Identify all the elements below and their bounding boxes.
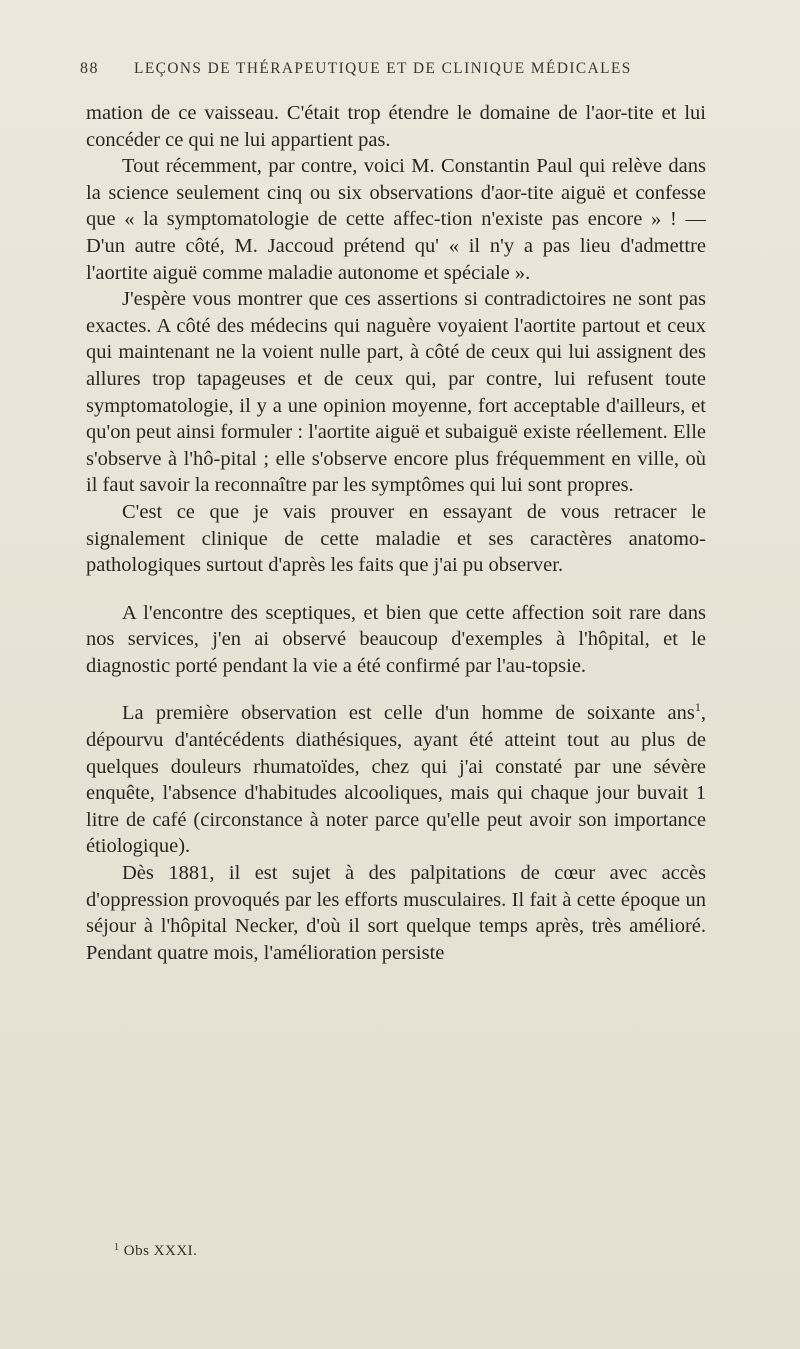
running-header: [80, 60, 700, 86]
paragraph-constantin-paul: Tout récemment, par contre, voici M. Constantin Paul qui relève dans la science seulement cinq ou six observations d'aor-tite aiguë et confesse que « la symptomatologie de cette affec-tion n'existe pas encore » ! — D'un autre côté, M. Jaccoud prétend qu' « il n'y a pas lieu d'admettre l'aortite aiguë comme maladie autonome et spéciale ».: [86, 155, 706, 284]
body-text: [86, 100, 706, 966]
paragraph-sceptiques: A l'encontre des sceptiques, et bien que cette affection soit rare dans nos services, j'en ai observé beaucoup d'exemples à l'hôpital, et le diagnostic porté pendant la vie a été confirmé par l'au-topsie.: [86, 601, 706, 677]
footnote-mark: 1: [114, 1242, 120, 1253]
running-title: LEÇONS DE THÉRAPEUTIQUE ET DE CLINIQUE MÉDICALES: [134, 60, 632, 77]
page-number: 88: [80, 60, 99, 77]
paragraph-assertions: J'espère vous montrer que ces assertions si contradictoires ne sont pas exactes. A côté des médecins qui naguère voyaient l'aortite partout et ceux qui maintenant ne la voient nulle part, à côté de ceux qui lui assignent des allures trop tapageuses et de ceux qui, par contre, lui refusent toute symptomatologie, il y a une opinion moyenne, fort acceptable d'ailleurs, et qu'on peut ainsi formuler : l'aortite aiguë et subaiguë existe réellement. Elle s'observe à l'hô-pital ; elle s'observe encore plus fréquemment en ville, où il faut savoir la reconnaître par les symptômes qui lui sont propres.: [86, 288, 706, 497]
observation-text-start: La première observation est celle d'un homme de soixante ans: [122, 702, 695, 725]
footnote-reference: 1: [694, 700, 701, 715]
paragraph-premiere-observation: [86, 700, 706, 860]
observation-text-end: , dépourvu d'antécédents diathésiques, ayant été atteint tout au plus de quelques douleurs rhumatoïdes, chez qui j'ai constaté par une sévère enquête, l'absence d'habitudes alcooliques, mais qui chaque jour buvait 1 litre de café (circonstance à noter parce qu'elle peut avoir son importance étiologique).: [86, 702, 706, 858]
paragraph-continuation: mation de ce vaisseau. C'était trop étendre le domaine de l'aor-tite et lui concéder ce qui ne lui appartient pas.: [86, 102, 706, 151]
paragraph-signalement: C'est ce que je vais prouver en essayant de vous retracer le signalement clinique de cette maladie et ses caractères anatomo-pathologiques surtout d'après les faits que j'ai pu observer.: [86, 500, 706, 577]
footnote-text: Obs XXXI.: [123, 1243, 198, 1259]
paragraph-1881: Dès 1881, il est sujet à des palpitations de cœur avec accès d'oppression provoqués par les efforts musculaires. Il fait à cette époque un séjour à l'hôpital Necker, d'où il sort quelque temps après, très amélioré. Pendant quatre mois, l'amélioration persiste: [86, 862, 706, 964]
footnote: [114, 1242, 197, 1260]
